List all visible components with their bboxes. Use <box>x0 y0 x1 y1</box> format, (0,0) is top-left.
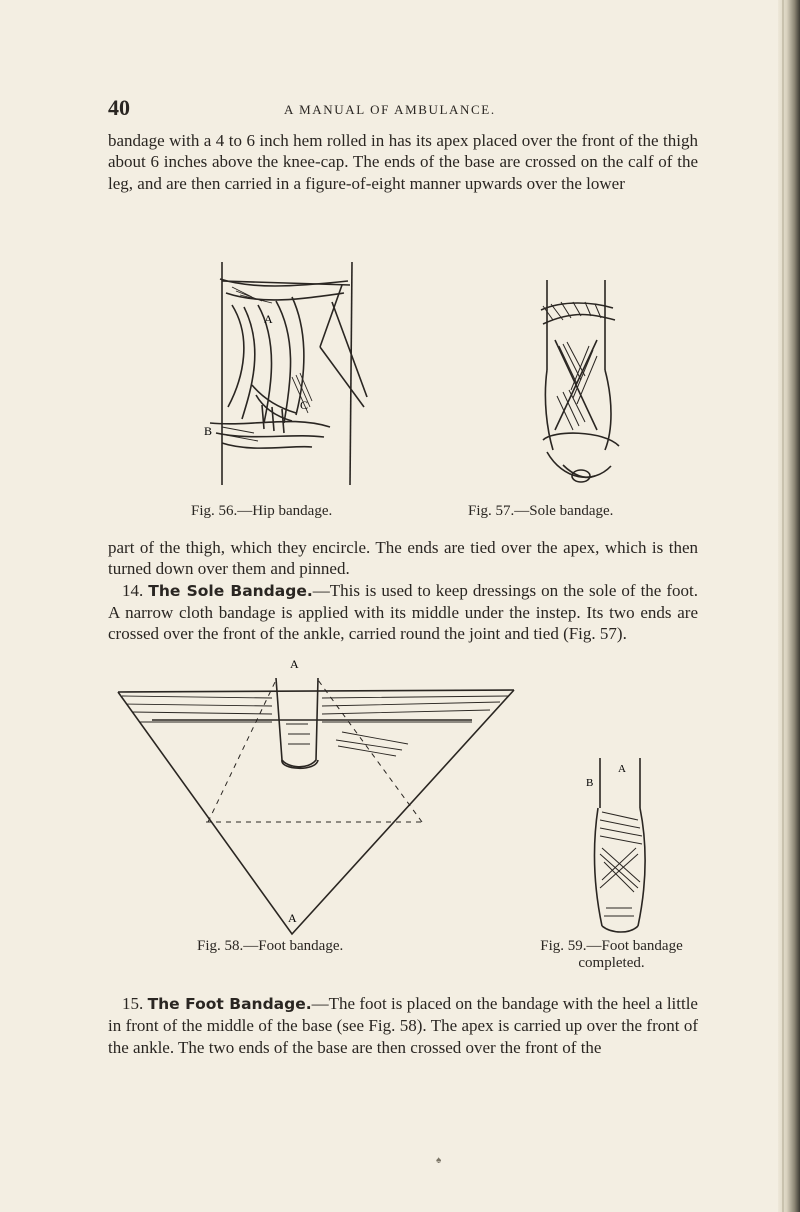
figure-56-hip-bandage <box>192 257 382 497</box>
hip-label-c: C <box>300 398 309 412</box>
section-body-sole: —This is used to keep dressings on the sole of the foot. A narrow cloth bandage is applied with its middle under the instep. Its two ends are crossed over the front of the ankle, carried round the joint and tied (Fig. 57). <box>108 580 698 644</box>
foot-label-apex-top: A <box>290 657 299 671</box>
caption-fig-59-line2: completed. <box>578 955 645 971</box>
running-title: A MANUAL OF AMBULANCE. <box>284 102 496 117</box>
figure-58-foot-bandage <box>112 650 517 942</box>
completed-label-a: A <box>618 763 626 775</box>
paragraph-foot-bandage <box>108 993 698 1058</box>
page-header <box>108 95 698 119</box>
section-heading-sole: The Sole Bandage. <box>148 581 313 600</box>
foot-bandage-illustration <box>112 650 517 942</box>
caption-fig-57: Fig. 57.—Sole bandage. <box>468 503 614 519</box>
paragraph-intro-text: bandage with a 4 to 6 inch hem rolled in has its apex placed over the front of the thigh about 6 inches above the knee-cap. The ends of the base are crossed on the calf of the leg, and are then carried in a figure-of-eight manner upwards over the lower <box>108 131 698 193</box>
caption-fig-59-line1: Fig. 59.—Foot bandage <box>540 938 683 954</box>
paragraph-intro <box>108 130 698 194</box>
section-number-14: 14. <box>122 580 144 600</box>
hip-label-a: A <box>264 312 273 326</box>
paragraph-continuation: part of the thigh, which they encircle. The ends are tied over the apex, which is then turned down over them and pinned. <box>108 538 698 579</box>
stray-ink-mark: ♠ <box>436 1155 442 1166</box>
paragraph-sole-bandage <box>108 580 698 645</box>
section-heading-foot: The Foot Bandage. <box>147 995 312 1013</box>
completed-label-b: B <box>586 777 594 789</box>
foot-bandage-completed-illustration <box>582 758 657 933</box>
hip-label-b: B <box>204 424 213 438</box>
figure-59-foot-bandage-completed <box>582 758 657 933</box>
section-number-15: 15. <box>122 994 144 1013</box>
figure-57-sole-bandage <box>533 280 623 500</box>
page-number: 40 <box>108 95 130 120</box>
caption-fig-59 <box>509 938 714 972</box>
paragraph-block-2 <box>108 537 698 644</box>
page-edge-shadow <box>778 0 800 1212</box>
caption-fig-58: Fig. 58.—Foot bandage. <box>197 938 344 954</box>
hip-bandage-illustration <box>192 257 382 497</box>
section-body-foot: —The foot is placed on the bandage with the heel a little in front of the middle of the base (see Fig. 58). The apex is carried up over the front of the ankle. The two ends of the base are then crossed over the front of the <box>108 994 698 1057</box>
sole-bandage-illustration <box>533 280 623 500</box>
foot-label-apex-bottom: A <box>288 911 297 925</box>
paragraph-foot-bandage-text <box>108 993 698 1058</box>
caption-fig-56: Fig. 56.—Hip bandage. <box>191 503 333 519</box>
